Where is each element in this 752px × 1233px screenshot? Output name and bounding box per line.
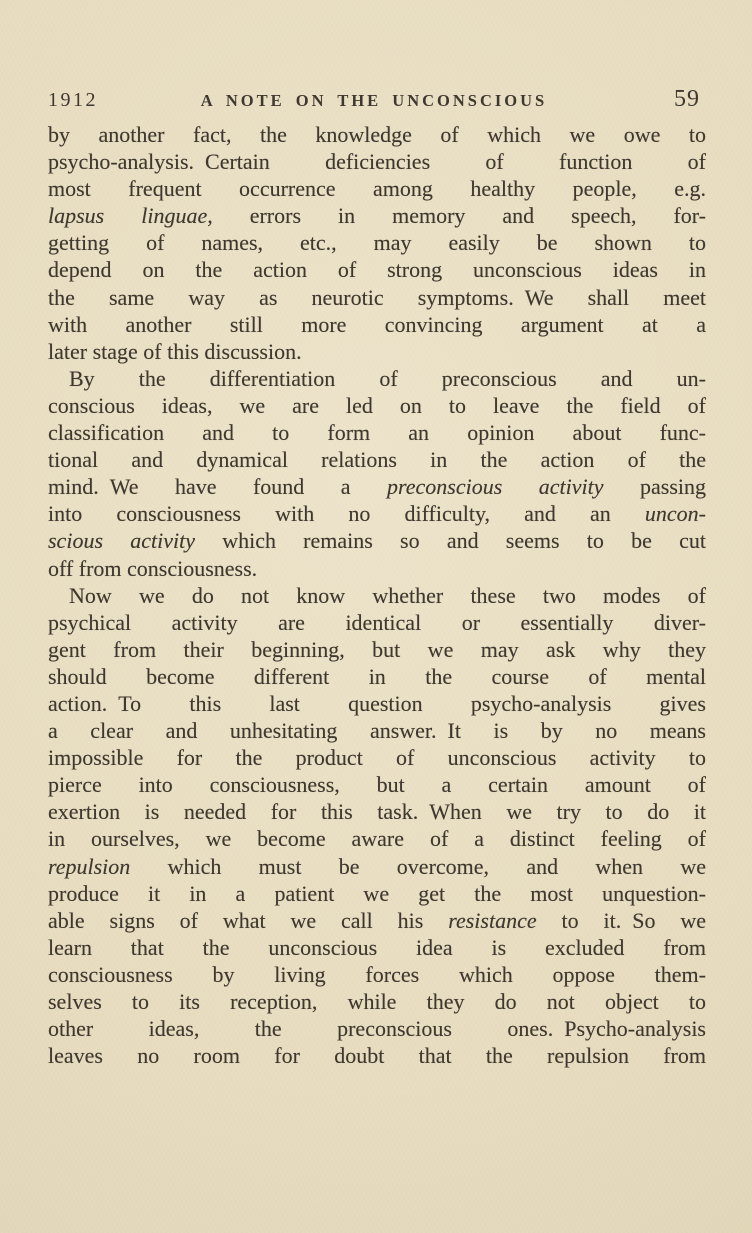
text-line	[48, 148, 706, 175]
text-line	[48, 311, 706, 338]
text-segment: produce it in a patient we get the most unquestion-	[48, 880, 706, 906]
italic-text-segment: lapsus linguae,	[48, 203, 213, 229]
text-line	[48, 771, 706, 798]
text-line	[48, 1015, 706, 1042]
italic-text-segment: scious activity	[48, 528, 195, 554]
text-line	[48, 853, 706, 880]
text-segment: By the differentiation of preconscious and un-	[69, 365, 706, 391]
text-segment: selves to its reception, while they do not object to	[48, 989, 706, 1014]
text-segment: consciousness by living forces which oppose them-	[48, 961, 706, 987]
text-segment: passing	[603, 474, 706, 500]
text-segment: conscious ideas, we are led on to leave the field of	[48, 392, 706, 418]
text-segment: into consciousness with no difficulty, and an	[48, 501, 645, 527]
text-line	[48, 527, 706, 554]
text-segment: the same way as neurotic symptoms. We shall meet	[48, 284, 706, 310]
text-segment: learn that the unconscious idea is excluded from	[48, 934, 706, 960]
text-line	[48, 582, 706, 609]
italic-text-segment: uncon-	[644, 501, 706, 527]
text-segment: exertion is needed for this task. When we try to do it	[48, 799, 706, 825]
text-line	[48, 419, 706, 446]
text-line	[48, 961, 706, 988]
page-text	[48, 121, 706, 1069]
text-segment: Now we do not know whether these two modes of	[69, 582, 706, 608]
text-segment: other ideas, the preconscious ones. Psycho-analysis	[48, 1016, 706, 1042]
italic-text-segment: preconscious activity	[387, 474, 604, 500]
text-segment: psychical activity are identical or essentially diver-	[48, 609, 706, 635]
page-number: 59	[674, 86, 700, 112]
text-line	[48, 555, 706, 582]
text-line	[48, 121, 706, 148]
text-line	[48, 473, 706, 500]
text-line	[48, 1042, 706, 1069]
text-segment: getting of names, etc., may easily be shown to	[48, 230, 706, 256]
text-line	[48, 798, 706, 825]
text-line	[48, 256, 706, 283]
text-segment: in ourselves, we become aware of a distinct feeling of	[48, 826, 706, 852]
text-line	[48, 880, 706, 907]
text-segment: later stage of this discussion.	[48, 338, 302, 364]
text-line	[48, 202, 706, 229]
text-line	[48, 663, 706, 690]
text-line	[48, 338, 706, 365]
text-segment: to it. So we	[536, 907, 706, 933]
text-segment: mind. We have found a	[48, 474, 388, 500]
text-line	[48, 690, 706, 717]
header-title: A NOTE ON THE UNCONSCIOUS	[200, 91, 548, 110]
running-head	[48, 86, 700, 113]
header-year: 1912	[48, 89, 98, 111]
text-segment: which must be overcome, and when we	[130, 853, 706, 879]
text-segment: leaves no room for doubt that the repulsion from	[48, 1043, 706, 1069]
text-line	[48, 365, 706, 392]
text-segment: with another still more convincing argument at a	[48, 311, 706, 337]
italic-text-segment: resistance	[448, 907, 537, 933]
text-segment: depend on the action of strong unconscious ideas in	[48, 257, 706, 283]
text-segment: action. To this last question psycho-analysis gives	[48, 690, 706, 716]
italic-text-segment: repulsion	[48, 853, 131, 879]
text-line	[48, 446, 706, 473]
text-segment: by another fact, the knowledge of which we owe to	[48, 122, 706, 147]
text-segment: errors in memory and speech, for-	[212, 203, 707, 229]
text-segment: a clear and unhesitating answer. It is by no means	[48, 718, 706, 744]
text-segment: should become different in the course of mental	[48, 663, 706, 689]
text-line	[48, 500, 706, 527]
text-segment: impossible for the product of unconscious activity to	[48, 745, 706, 771]
text-line	[48, 609, 706, 636]
text-line	[48, 636, 706, 663]
text-line	[48, 392, 706, 419]
text-line	[48, 175, 706, 202]
text-line	[48, 717, 706, 744]
text-segment: which remains so and seems to be cut	[194, 528, 706, 554]
text-segment: classification and to form an opinion about func-	[48, 420, 706, 446]
text-line	[48, 284, 706, 311]
text-segment: able signs of what we call his	[48, 907, 449, 933]
text-segment: tional and dynamical relations in the action of the	[48, 447, 706, 473]
text-segment: off from consciousness.	[48, 555, 258, 581]
text-segment: gent from their beginning, but we may ask why they	[48, 636, 706, 662]
text-segment: psycho-analysis. Certain deficiencies of function of	[48, 149, 706, 175]
text-line	[48, 907, 706, 934]
text-line	[48, 744, 706, 771]
text-segment: pierce into consciousness, but a certain amount of	[48, 772, 706, 798]
text-segment: most frequent occurrence among healthy people, e.g.	[48, 176, 706, 202]
text-line	[48, 825, 706, 852]
text-line	[48, 934, 706, 961]
text-line	[48, 229, 706, 256]
text-line	[48, 988, 706, 1015]
